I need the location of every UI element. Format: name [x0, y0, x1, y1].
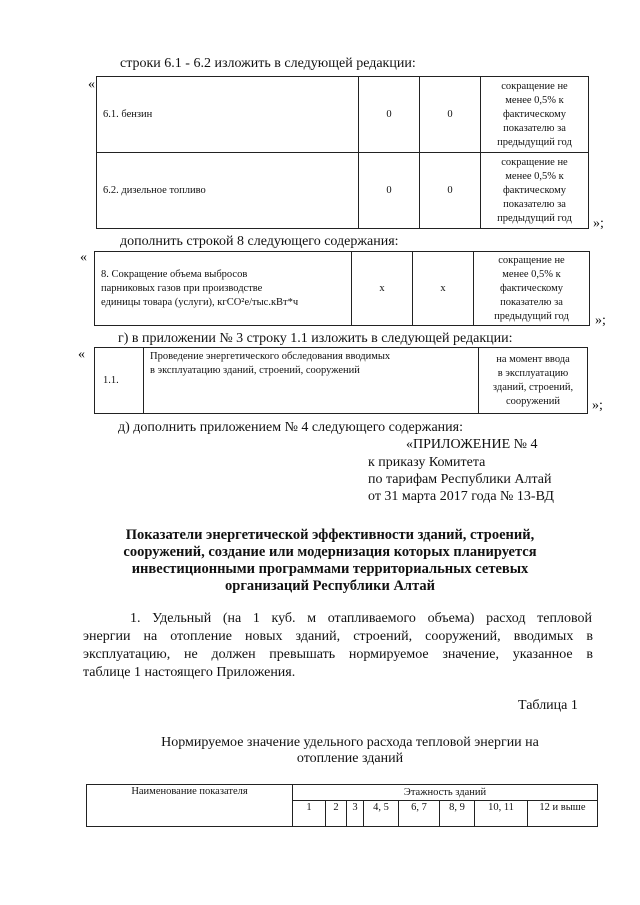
table-1	[86, 784, 598, 827]
row-value-2: 0	[420, 77, 481, 153]
table-label: Таблица 1	[518, 698, 578, 713]
intro-line: строки 6.1 - 6.2 изложить в следующей редакции:	[120, 56, 416, 71]
close-quote-c: »;	[592, 398, 603, 413]
quote-open-b: «	[80, 250, 87, 265]
table-header-row	[87, 785, 598, 801]
table-a	[96, 76, 589, 229]
quote-open-a: «	[88, 77, 95, 92]
col-name-header: Наименование показателя	[87, 785, 293, 827]
d-line: д) дополнить приложением № 4 следующего содержания:	[118, 420, 463, 435]
col-floors-header: Этажность зданий	[293, 785, 598, 801]
row-target: на момент ввода в эксплуатацию зданий, строений, сооружений	[479, 348, 588, 414]
add-line: дополнить строкой 8 следующего содержания:	[120, 234, 399, 249]
floor-header: 6, 7	[399, 801, 440, 827]
floor-header: 4, 5	[364, 801, 399, 827]
section-heading: Показатели энергетической эффективности зданий, строений, сооружений, создание или модернизация которых планируется инвестиционными программами территориальных сетевых организаций Республики Алтай	[123, 527, 537, 594]
row-value-2: х	[413, 252, 474, 326]
table-row	[95, 252, 590, 326]
close-quote-b: »;	[595, 313, 606, 328]
row-name: 8. Сокращение объема выбросов парниковых газов при производстве единицы товара (услуги), кгСО²е/тыс.кВт*ч	[95, 252, 352, 326]
table-caption: Нормируемое значение удельного расхода тепловой энергии на отопление зданий	[161, 735, 539, 766]
floor-header: 2	[326, 801, 347, 827]
row-target: сокращение не менее 0,5% к фактическому показателю за предыдущий год	[481, 153, 589, 229]
close-quote-a: »;	[593, 216, 604, 231]
appendix-line: от 31 марта 2017 года № 13-ВД	[368, 489, 554, 504]
row-target: сокращение не менее 0,5% к фактическому показателю за предыдущий год	[474, 252, 590, 326]
paragraph-cont: энергии на отопление новых зданий, строений, сооружений, вводимых в эксплуатацию, не должен превышать нормируемое значение, указанное в таблице 1 настоящего Приложения.	[83, 629, 593, 680]
row-value-1: 0	[359, 77, 420, 153]
row-number: 1.1.	[95, 348, 144, 414]
appendix-line: по тарифам Республики Алтай	[368, 472, 552, 487]
floor-header: 1	[293, 801, 326, 827]
table-b	[94, 251, 590, 326]
table-c	[94, 347, 588, 414]
table-row	[97, 153, 589, 229]
paragraph: 1. Удельный (на 1 куб. м отапливаемого объема) расход тепловой	[130, 611, 592, 626]
floor-header: 12 и выше	[528, 801, 598, 827]
row-value-1: 0	[359, 153, 420, 229]
table-row	[95, 348, 588, 414]
row-name: 6.1. бензин	[97, 77, 359, 153]
floor-header: 8, 9	[440, 801, 475, 827]
floor-header: 3	[347, 801, 364, 827]
row-value-1: х	[352, 252, 413, 326]
floor-header: 10, 11	[475, 801, 528, 827]
row-name: 6.2. дизельное топливо	[97, 153, 359, 229]
row-target: сокращение не менее 0,5% к фактическому показателю за предыдущий год	[481, 77, 589, 153]
g-line: г) в приложении № 3 строку 1.1 изложить в следующей редакции:	[118, 331, 513, 346]
quote-open-c: «	[78, 347, 85, 362]
row-text: Проведение энергетического обследования вводимых в эксплуатацию зданий, строений, сооружений	[144, 348, 479, 414]
appendix-title: «ПРИЛОЖЕНИЕ № 4	[406, 437, 538, 452]
table-row	[97, 77, 589, 153]
appendix-line: к приказу Комитета	[368, 455, 486, 470]
row-value-2: 0	[420, 153, 481, 229]
